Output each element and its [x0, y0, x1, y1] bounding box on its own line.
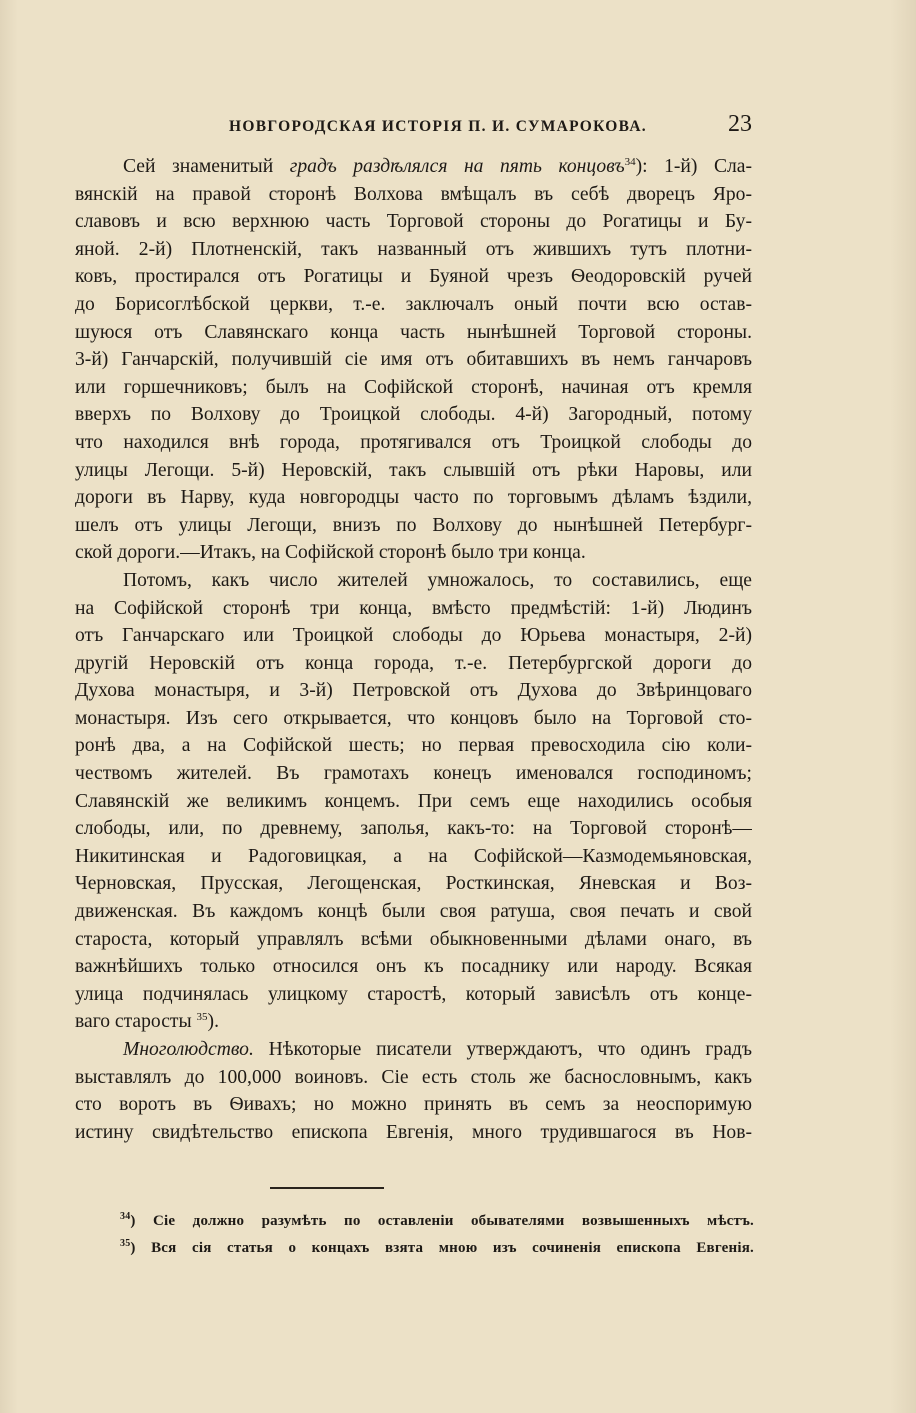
text-line [75, 181, 752, 209]
footnote-ref: 35 [196, 1011, 208, 1024]
page-number: 23 [728, 111, 752, 137]
text-line [75, 236, 752, 264]
text-segment: ковъ, простирался отъ Рогатицы и Буяной чрезъ Ѳеодоровскій ручей [75, 266, 752, 288]
footnote [120, 1235, 754, 1262]
footnote-text: ) Вся сія статья о концахъ взята мною изъ сочиненія епископа Евгенія. [130, 1240, 754, 1256]
footnote-ref: 34 [624, 156, 636, 168]
text-segment: монастыря. Изъ сего открывается, что концовъ было на Торговой сто- [75, 707, 752, 729]
text-segment: Духова монастыря, и 3-й) Петровской отъ Духова до Звѣринцоваго [75, 680, 752, 702]
text-line [75, 788, 752, 816]
text-segment: истину свидѣтельство епископа Евгенія, много трудившагося въ Нов- [75, 1121, 752, 1143]
text-segment: Славянскій же великимъ концемъ. При семъ еще находились особыя [75, 790, 752, 812]
text-line [75, 870, 752, 898]
text-line [75, 346, 752, 374]
footnote-separator [270, 1187, 384, 1189]
text-segment: улицы Легощи. 5-й) Неровскій, такъ слывшій отъ рѣки Наровы, или [75, 459, 752, 481]
text-segment: Черновская, Прусская, Легощенская, Росткинская, Яневская и Воз- [75, 873, 752, 895]
text-segment: отъ Ганчарскаго или Троицкой слободы до Юрьева монастыря, 2-й) [75, 625, 752, 647]
text-segment: Нѣкоторые писатели утверждаютъ, что одинъ градъ [253, 1039, 752, 1060]
text-segment: шуюся отъ Славянскаго конца часть нынѣшней Торговой стороны. [75, 321, 752, 343]
text-line [75, 374, 752, 402]
text-segment: Потомъ, какъ число жителей умножалось, то составились, еще [123, 569, 752, 591]
text-segment: на Софійской сторонѣ три конца, вмѣсто предмѣстій: 1-й) Людинъ [75, 597, 752, 619]
text-line [75, 484, 752, 512]
text-segment: дороги въ Нарву, куда новгородцы часто по торговымъ дѣламъ ѣздили, [75, 487, 752, 509]
text-line [75, 429, 752, 457]
text-line [75, 291, 752, 319]
text-line [75, 1119, 752, 1147]
text-segment: важнѣйшихъ только относился онъ къ посаднику или народу. Всякая [75, 956, 752, 978]
italic-phrase: Многолюдство. [123, 1039, 254, 1060]
text-line [75, 926, 752, 954]
page-header [75, 111, 752, 143]
text-segment: вверхъ по Волхову до Троицкой слободы. 4-й) Загородный, потому [75, 404, 752, 426]
text-line [75, 677, 752, 705]
text-segment: что находился внѣ города, протягивался отъ Троицкой слободы до [75, 431, 752, 453]
text-line [75, 1091, 752, 1119]
text-segment: Никитинская и Радоговицкая, а на Софійской—Казмодемьяновская, [75, 845, 752, 867]
text-line [75, 401, 752, 429]
text-segment: Сей знаменитый [123, 156, 290, 177]
footnote-number: 35 [120, 1238, 131, 1249]
text-segment: ). [207, 1011, 219, 1033]
text-line [75, 567, 752, 595]
text-line [75, 595, 752, 623]
text-line [75, 650, 752, 678]
running-title: НОВГОРОДСКАЯ ИСТОРІЯ П. И. СУМАРОКОВА. [229, 118, 647, 135]
text-line [75, 843, 752, 871]
text-segment: движенская. Въ каждомъ концѣ были своя ратуша, своя печать и свой [75, 901, 752, 923]
text-line [75, 208, 752, 236]
text-line [75, 263, 752, 291]
body-text [75, 153, 752, 1146]
text-line [75, 1036, 752, 1064]
text-line [75, 319, 752, 347]
text-line [75, 705, 752, 733]
italic-phrase: градъ раздѣлялся на пять концовъ [289, 156, 625, 177]
footnote [120, 1208, 754, 1235]
footnote-number: 34 [120, 1211, 131, 1222]
text-line [75, 1008, 752, 1036]
footnotes [120, 1208, 754, 1262]
text-segment: или горшечниковъ; былъ на Софійской сторонѣ, начиная отъ кремля [75, 376, 752, 398]
text-line [75, 898, 752, 926]
text-segment: ской дороги.—Итакъ, на Софійской сторонѣ было три конца. [75, 542, 586, 564]
text-segment: сто воротъ въ Ѳивахъ; но можно принять въ семъ за неоспоримую [75, 1094, 752, 1116]
text-line [75, 953, 752, 981]
text-segment: ): 1-й) Сла- [635, 156, 752, 177]
text-line [75, 622, 752, 650]
text-line [75, 457, 752, 485]
text-line [75, 539, 752, 567]
footnote-text: ) Сіе должно разумѣть по оставленіи обывателями возвышенныхъ мѣстъ. [130, 1213, 754, 1229]
text-segment: улица подчинялась улицкому старостѣ, который зависѣлъ отъ конце- [75, 983, 752, 1005]
text-segment: шелъ отъ улицы Легощи, внизъ по Волхову до нынѣшней Петербург- [75, 514, 752, 536]
text-line [75, 153, 752, 181]
text-line [75, 1064, 752, 1092]
text-segment: выставлялъ до 100,000 воиновъ. Сіе есть столь же баснословнымъ, какъ [75, 1066, 752, 1088]
text-segment: вянскій на правой сторонѣ Волхова вмѣщалъ въ себѣ дворецъ Яро- [75, 183, 752, 205]
text-line [75, 512, 752, 540]
text-segment: другій Неровскій отъ конца города, т.-е. Петербургской дороги до [75, 652, 752, 674]
text-segment: ваго старосты [75, 1011, 197, 1033]
text-segment: слободы, или, по древнему, заполья, какъ-то: на Торговой сторонѣ— [75, 818, 752, 840]
text-segment: 3-й) Ганчарскій, получившій сіе имя отъ обитавшихъ въ немъ ганчаровъ [75, 349, 752, 371]
text-segment: до Борисоглѣбской церкви, т.-е. заключалъ оный почти всю остав- [75, 293, 752, 315]
text-segment: ронѣ два, а на Софійской шесть; но первая превосходила сію коли- [75, 735, 752, 757]
text-line [75, 732, 752, 760]
text-segment: славовъ и всю верхнюю часть Торговой стороны до Рогатицы и Бу- [75, 211, 752, 233]
text-segment: яной. 2-й) Плотненскій, такъ названный отъ жившихъ тутъ плотни- [75, 238, 752, 260]
text-segment: чествомъ жителей. Въ грамотахъ конецъ именовался господиномъ; [75, 763, 752, 785]
text-line [75, 760, 752, 788]
text-line [75, 815, 752, 843]
text-segment: староста, который управлялъ всѣми обыкновенными дѣлами онаго, въ [75, 928, 752, 950]
text-line [75, 981, 752, 1009]
